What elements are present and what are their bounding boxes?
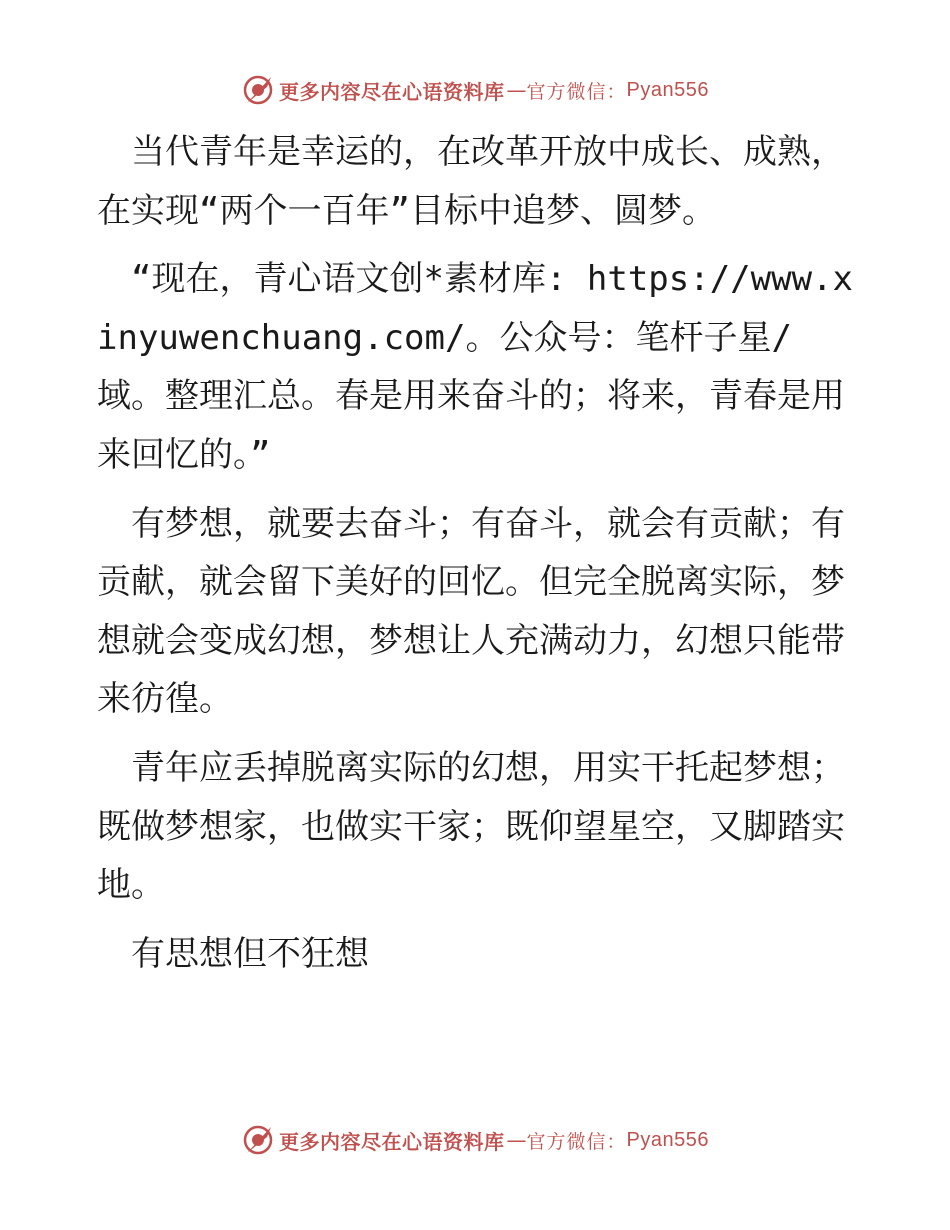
banner-main-text: 更多内容尽在心语资料库 <box>279 79 505 104</box>
quill-logo-icon <box>241 1123 275 1157</box>
footer-banner <box>0 1120 950 1160</box>
paragraph: 有梦想，就要去奋斗；有奋斗，就会有贡献；有贡献，就会留下美好的回忆。但完全脱离实际，梦想就会变成幻想，梦想让人充满动力，幻想只能带来彷徨。 <box>97 503 845 720</box>
document-body <box>97 123 857 983</box>
banner-separator: — <box>506 1128 525 1152</box>
paragraph: 有思想但不狂想 <box>97 933 369 974</box>
banner-handle: Pyan556 <box>626 78 709 101</box>
banner-handle: Pyan556 <box>626 1128 709 1151</box>
paragraph: 当代青年是幸运的，在改革开放中成长、成熟，在实现“两个一百年”目标中追梦、圆梦。 <box>97 132 845 231</box>
banner-wechat-label: 官方微信： <box>526 80 627 103</box>
quill-logo-icon <box>241 73 275 107</box>
banner-main-text: 更多内容尽在心语资料库 <box>279 1129 505 1154</box>
banner-separator: — <box>506 78 525 102</box>
paragraph: “现在，青心语文创*素材库: https://www.xinyuwenchuang.com/。公众号：笔杆子星/域。整理汇总。春是用来奋斗的；将来，青春是用来回忆的。” <box>97 259 853 475</box>
paragraph: 青年应丢掉脱离实际的幻想，用实干托起梦想；既做梦想家，也做实干家；既仰望星空，又脚踏实地。 <box>97 747 845 906</box>
header-banner <box>0 70 950 110</box>
banner-wechat-label: 官方微信： <box>526 1130 627 1153</box>
